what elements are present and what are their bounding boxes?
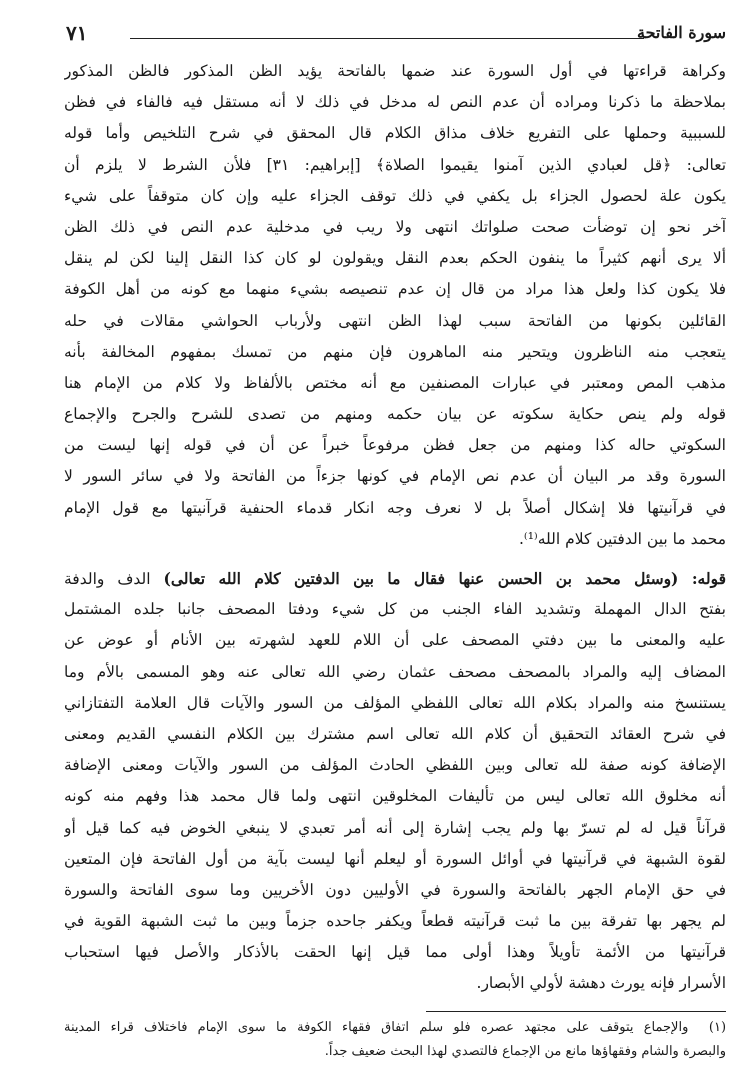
page-header [66,20,726,46]
text-line: محمد ما بين الدفتين كلام الله⁽¹⁾. [518,529,726,548]
text-line: آخر نحو إن توضأت صحت صلواتك انتهى ولا ريب في مدخلية عدم النص في ذلك الظن [64,217,726,236]
header-rule [130,38,644,39]
running-title: سورة الفاتحة [637,23,726,42]
text-line: أنه مخلوق الله تعالى ليس من تأليفات المخلوقين انتهى ولما قال محمد هذا وفهم منه كونه [64,787,726,806]
footnotes [64,1016,726,1064]
footnote-marker: (١) [708,1020,726,1035]
paragraph-1 [64,56,726,555]
text-line: عليه والمعنى ما بين دفتي المصحف على أن اللام للعهد لشهرته بين الأنام أو عوض عن [64,631,726,650]
text-line [64,563,726,594]
text-line: يكون علة لحصول الجزاء بل يكفي في ذلك توقف الجزاء عليه وإن كان متوقفاً على شيء [64,186,726,205]
lemma-continuation: الدف والدفة [64,570,164,588]
text-line: وكراهة قراءتها في أول السورة عند ضمها بالفاتحة يؤيد الظن المذكور فالظن المذكور [64,62,726,80]
text-line: يتعجب منه الناظرون ويتحير منه الماهرون فإن منهم من تمسك بمفهوم المخالفة بأنه [64,342,726,361]
text-line: في قرآنيتها فلا إشكال أصلاً بل لا نعرف وجه انكار قدماء الحنفية قرآنيتها مع قول الإمام [64,498,726,517]
footnote-line: والبصرة والشام وفقهاؤها مانع من الإجماع فالتصدي لهذا البحث ضعيف جداً. [324,1044,726,1059]
text-line: في شرح العقائد التحقيق أن كلام الله تعالى اسم مشترك بين الكلام النفسي القديم ومعنى [64,724,726,743]
page-number: ٧١ [66,21,88,45]
text-line: الإضافة كونه صفة لله تعالى وبين اللفظي الحادث المؤلف من السور والآيات ومعنى الإضافة [64,756,726,775]
text-line: يستنسخ منه والمراد بكلام الله تعالى اللفظي المؤلف من السور والآيات قال العلامة التفتازاني [64,693,726,712]
text-line: الأسرار فإنه يورث دهشة لأولي الأبصار. [476,974,726,993]
text-line: لقوة الشبهة في قرآنيتها في أوائل السورة أو ليعلم أنها ليست بآية من أول الفاتحة فإن المتعين [64,849,726,868]
text-line: لم يجهر بها تفرقة بين ما ثبت قرآنيته قطعاً ويكفر جاحده جزماً وبين ما ثبت الشبهة القوية في [64,912,726,931]
text-line: تعالى: ﴿قل لعبادي الذين آمنوا يقيموا الصلاة﴾ [إبراهيم: ٣١] فلأن الشرط لا يلزم أن [64,155,726,174]
text-line: ألا يرى أنهم كثيراً ما ينفون الحكم بعدم النقل ويقولون لو كان كذا النقل إلينا لكن لم ينقل [64,249,726,268]
footnote-rule [426,1011,726,1012]
text-line: مذهب المص ومعتبر في عبارات المصنفين مع أنه مختص بالألفاظ ولا كلام من الإمام هنا [64,373,726,392]
text-line: بملاحظة ما ذكرنا ومراده أن عدم النص له مدخل في ذلك لا أنه مستقل فيه فالفاء في فظن [64,93,726,112]
text-line: قوله ولم ينص حكاية سكوته عن بيان حكمه ومنهم من تصدى للشرح والجرح والإجماع [64,405,726,424]
paragraph-2 [64,563,726,1000]
text-line: قرآنيتها من الأئمة تأويلاً وهذا أولى مما قيل إنها الحقت بالأذكار والأصل فيها استحباب [64,943,726,962]
text-line: فلا يكون كذا ولعل هذا مراد من قال إن عدم تنصيصه بشيء منهما مع كونه من أهل الكوفة [64,280,726,299]
commentary-lemma: قوله: (وسئل محمد بن الحسن عنها فقال ما بين الدفتين كلام الله تعالى) [163,569,726,588]
text-line: بفتح الدال المهملة وتشديد الفاء الجنب من كل شيء ودفتا المصحف جانبا جلده المشتمل [64,600,726,619]
text-line: للسببية وحملها على التفريع خلاف مذاق الكلام قال المحقق في شرح التلخيص وأما قوله [64,124,726,143]
text-line: قرآناً قيل له لم تسرّ بها ولم يجب إشارة إلى أنه أمر تعبدي لا ينبغي الخوض فيه كما قيل أو [64,818,726,837]
main-text [64,56,726,1000]
text-line: السورة وقد مر البيان أن عدم نص الإمام في كونها جزءاً من الفاتحة ولا في سائر السور لا [64,467,726,486]
text-line: القائلين بكونها من الفاتحة سبب لهذا الظن انتهى ولأرباب الحواشي مقالات في حله [64,311,726,330]
text-line: السكوتي حاله كذا ومنهم من جعل فظن مرفوعاً خبراً عن أن في قوله إنها ليست من [64,436,726,455]
text-line: في حق الإمام الجهر بالفاتحة والسورة في الأوليين دون الأخريين وما سوى الفاتحة والسورة [64,880,726,899]
text-line: المضاف إليه والمراد بالمصحف مصحف عثمان رضي الله تعالى عنه وهو المسمى بالأم وما [64,662,726,681]
footnote-text: والإجماع يتوقف على مجتهد عصره فلو سلم اتفاق فقهاء الكوفة ما سوى الإمام فاختلاف قراء المدينة [64,1020,689,1035]
footnote-line [64,1016,726,1040]
